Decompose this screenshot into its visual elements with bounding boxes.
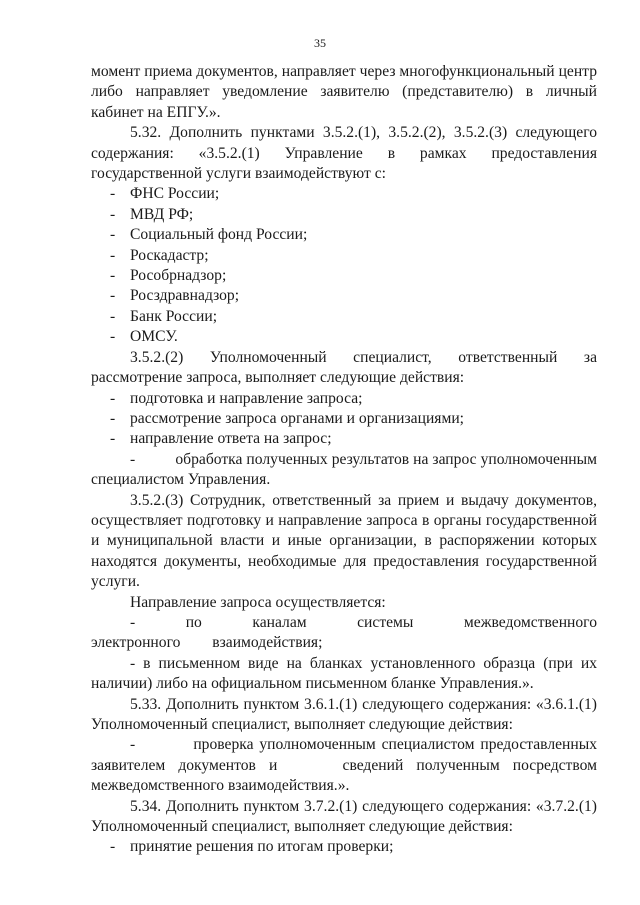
agency-list (91, 184, 597, 347)
paragraph: момент приема документов, направляет через многофункциональный центр либо направляет уведомление заявителю (представителю) в личный кабинет на ЕПГУ.». (91, 63, 597, 121)
document-body (91, 62, 601, 858)
list-item: - Банк России; (91, 307, 597, 327)
list-item: - принятие решения по итогам проверки; (91, 837, 597, 857)
paragraph: 5.34. Дополнить пунктом 3.7.2.(1) следующего содержания: «3.7.2.(1) Уполномоченный специалист, выполняет следующие действия: (91, 797, 597, 836)
list-dash: - (110, 185, 116, 203)
paragraph: 5.33. Дополнить пунктом 3.6.1.(1) следующего содержания: «3.6.1.(1) Уполномоченный специалист, выполняет следующие действия: (91, 695, 597, 733)
list-item: - направление ответа на запрос; (91, 429, 597, 449)
list-item: - Рособрнадзор; (91, 266, 597, 286)
list-item: - рассмотрение запроса органами и организациями; (91, 409, 597, 429)
list-item: - подготовка и направление запроса; (91, 389, 597, 409)
list-item: - ФНС России; (91, 184, 597, 204)
decision-list (91, 837, 597, 857)
list-dash: - (110, 287, 116, 305)
list-dash: - (110, 838, 116, 856)
list-dash: - (110, 409, 116, 427)
page-number: 35 (314, 36, 326, 50)
paragraph: 5.32. Дополнить пунктами 3.5.2.(1), 3.5.2.(2), 3.5.2.(3) следующего содержания: «3.5.2.(1) Управление в рамках предоставления государственной услуги взаимодействуют с: (91, 124, 597, 183)
list-item: - ОМСУ. (91, 327, 597, 347)
paragraph: - по каналам системы межведомственного электронного взаимодействия; (91, 613, 597, 652)
list-dash: - (110, 267, 116, 285)
list-dash: - (110, 389, 116, 407)
list-dash: - (110, 246, 116, 264)
paragraph: - обработка полученных результатов на запрос уполномоченным специалистом Управления. (91, 450, 601, 489)
paragraph: - проверка уполномоченным специалистом предоставленных заявителем документов и сведений полученным посредством межведомственного взаимодействия.». (91, 736, 601, 795)
list-dash: - (110, 205, 116, 223)
paragraph: Направление запроса осуществляется: (130, 593, 386, 611)
list-dash: - (110, 328, 116, 346)
list-dash: - (110, 430, 116, 448)
paragraph: 3.5.2.(3) Сотрудник, ответственный за прием и выдачу документов, осуществляет подготовку и направление запроса в органы государственной и муниципальной власти и иные организации, в распоряжении которых находятся документы, необходимые для предоставления государственной услуги. (91, 491, 597, 591)
paragraph: - в письменном виде на бланках установленного образца (при их наличии) либо на официальном письменном бланке Управления.». (91, 654, 597, 693)
paragraph: 3.5.2.(2) Уполномоченный специалист, ответственный за рассмотрение запроса, выполняет следующие действия: (91, 348, 597, 387)
list-item: - Роскадастр; (91, 246, 597, 266)
list-item: - Росздравнадзор; (91, 286, 597, 306)
list-dash: - (110, 307, 116, 325)
list-dash: - (110, 226, 116, 244)
actions-list (91, 389, 597, 450)
list-item: - Социальный фонд России; (91, 225, 597, 245)
list-item: - МВД РФ; (91, 205, 597, 225)
